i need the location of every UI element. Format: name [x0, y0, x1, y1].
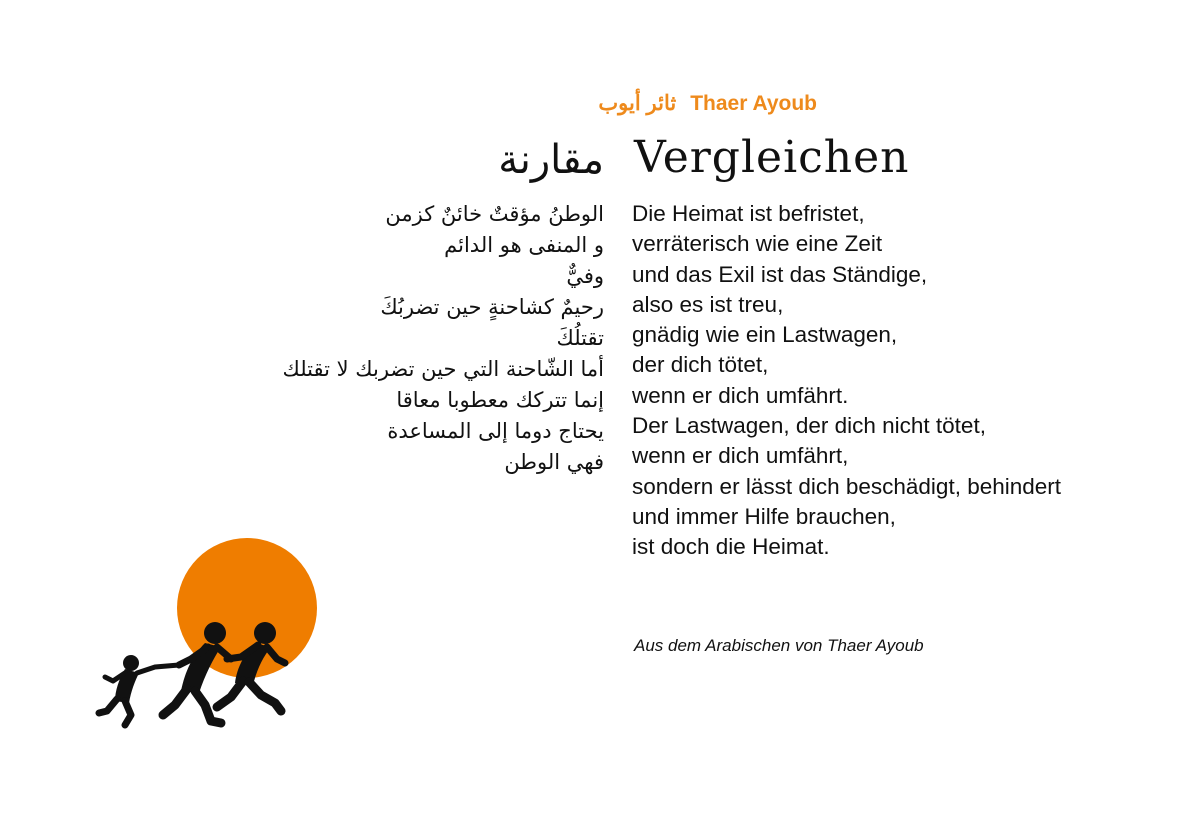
poem-line-german: also es ist treu, [632, 291, 784, 317]
poem-title-german: Vergleichen [634, 132, 910, 183]
poem-line-arabic: وفيٌّ [566, 264, 604, 288]
poem-line-german: Die Heimat ist befristet, [632, 201, 865, 226]
author-line [0, 91, 817, 116]
poem-line-german: verräterisch wie eine Zeit [632, 231, 883, 257]
running-family-silhouette-icon [95, 535, 325, 730]
poem-line-german: der dich tötet, [632, 352, 769, 378]
poem-line-arabic: تقتلُكَ [556, 326, 604, 350]
poem-title-arabic: مقارنة [498, 137, 604, 183]
poem-arabic [283, 199, 604, 478]
poem-line-arabic: إنما تتركك معطوبا معاقا [396, 388, 604, 412]
poem-line-german: und das Exil ist das Ständige, [632, 261, 928, 287]
translation-credit: Aus dem Arabischen von Thaer Ayoub [634, 636, 924, 655]
author-name-latin: Thaer Ayoub [690, 92, 817, 115]
poem-line-arabic: أما الشّاحنة التي حين تضربك لا تقتلك [282, 357, 604, 381]
author-name-arabic: ثائر أيوب [598, 92, 677, 115]
poem-line-arabic: الوطنُ مؤقتٌ خائنٌ كزمن [385, 202, 604, 226]
poem-line-arabic: يحتاج دوما إلى المساعدة [387, 419, 604, 443]
poem-german [632, 199, 1061, 563]
poem-line-german: ist doch die Heimat. [632, 534, 830, 560]
poem-line-arabic: فهي الوطن [504, 450, 604, 474]
poem-line-german: wenn er dich umfährt. [632, 382, 849, 408]
poem-line-arabic: و المنفى هو الدائم [444, 233, 604, 257]
poem-line-german: gnädig wie ein Lastwagen, [632, 322, 898, 348]
poem-line-german: und immer Hilfe brauchen, [632, 503, 896, 529]
poem-line-german: Der Lastwagen, der dich nicht tötet, [632, 413, 986, 439]
poem-line-german: wenn er dich umfährt, [632, 443, 849, 469]
poem-line-arabic: رحيمٌ كشاحنةٍ حين تضربُكَ [380, 295, 604, 319]
poem-line-german: sondern er lässt dich beschädigt, behindert [632, 473, 1062, 499]
